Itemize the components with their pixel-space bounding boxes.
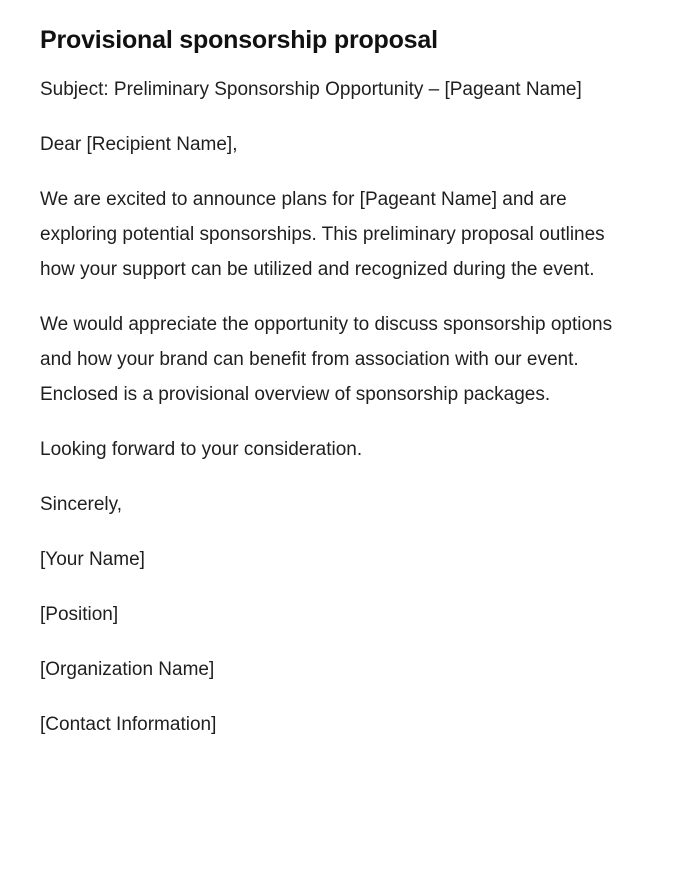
page-title: Provisional sponsorship proposal [40, 26, 438, 54]
signature-organization: [Organization Name] [40, 659, 215, 680]
discussion-paragraph: We would appreciate the opportunity to discuss sponsorship options and how your brand can benefit from association with our event. Enclosed is a provisional overview of sponsorship packages. [40, 314, 613, 405]
sign-off: Sincerely, [40, 494, 123, 515]
salutation: Dear [Recipient Name], [40, 134, 238, 155]
signature-contact: [Contact Information] [40, 714, 217, 735]
intro-paragraph: We are excited to announce plans for [Pageant Name] and are exploring potential sponsorships. This preliminary proposal outlines how your support can be utilized and recognized during the event. [40, 189, 605, 280]
closing-line: Looking forward to your consideration. [40, 439, 363, 460]
subject-line: Subject: Preliminary Sponsorship Opportunity – [Pageant Name] [40, 79, 582, 100]
signature-position: [Position] [40, 604, 119, 625]
signature-name: [Your Name] [40, 549, 145, 570]
